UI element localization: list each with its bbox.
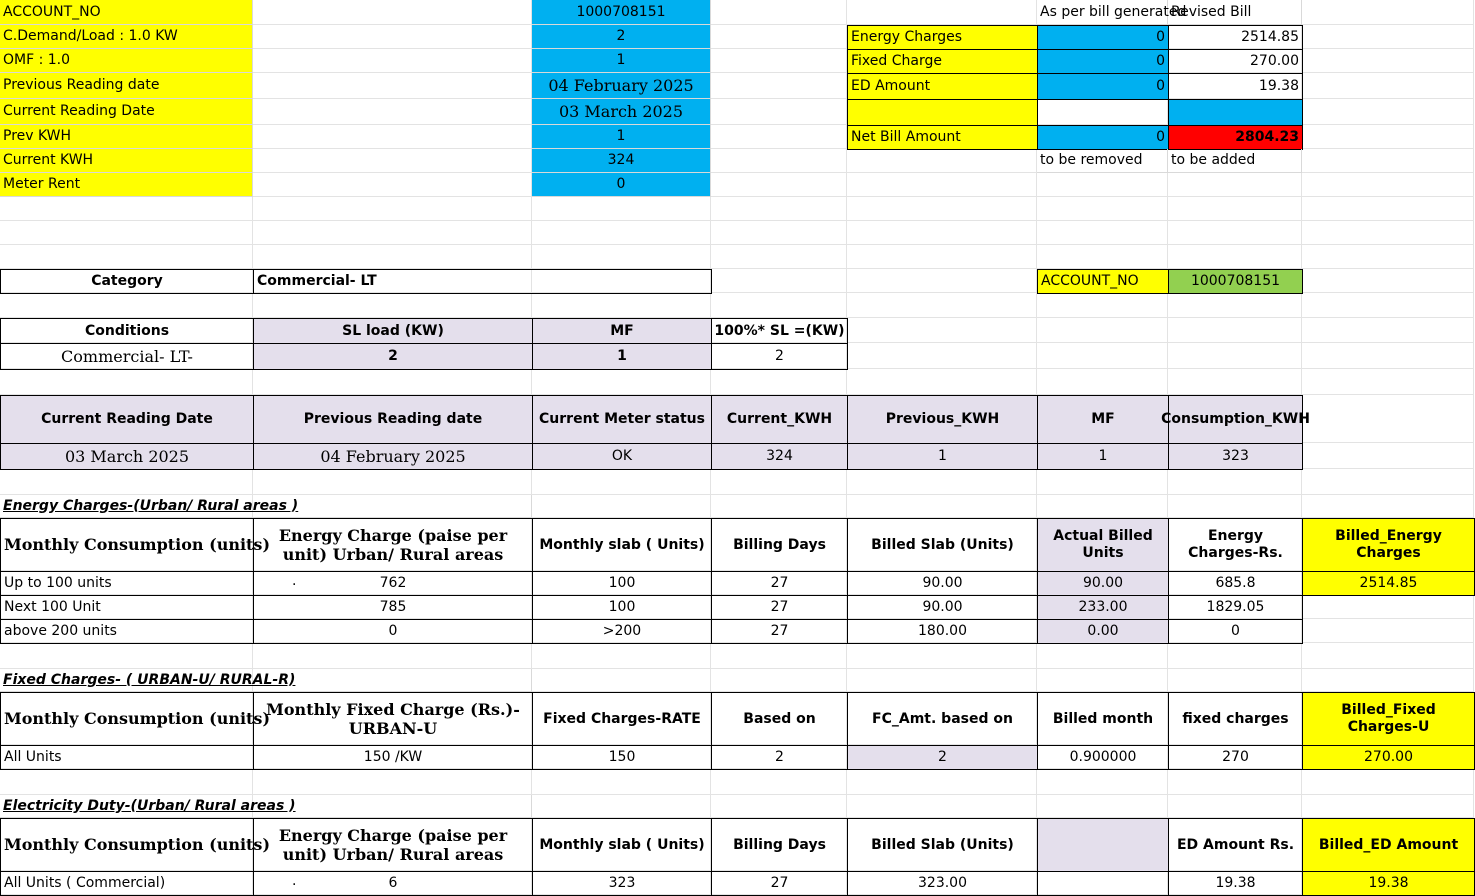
cell-r22-c5[interactable] [1037,595,1169,620]
cell-r26-c6[interactable] [1168,692,1303,746]
cell-text: All Units ( Commercial) [4,875,166,892]
cell-r7-c2[interactable] [532,173,711,197]
cell-text: 90.00 [922,599,963,616]
cell-text: Meter Rent [3,176,81,193]
cell-text: Current KWH [3,152,94,169]
cell-text: 27 [770,875,789,892]
cell-r20-c4[interactable] [847,518,1038,572]
cell-text: ED Amount Rs. [1176,836,1295,853]
cell-r2-c2[interactable] [532,49,711,73]
cell-text: MF [610,322,634,339]
cell-text: Fixed Charges-RATE [543,710,701,727]
cell-r5-c6[interactable] [1168,125,1303,150]
cell-r27-c2[interactable] [532,745,712,770]
cell-text: Fixed Charge [851,53,942,70]
cell-text: 0 [1231,623,1240,640]
cell-r16-c6[interactable] [1161,395,1310,444]
cell-text: 2 [616,28,626,45]
cell-text: 324 [766,448,793,465]
cell-r27-c1[interactable] [253,745,533,770]
cell-r17-c3[interactable] [711,443,848,470]
cell-r0-c0[interactable] [0,0,253,25]
cell-text: Energy Charge (paise per unit) Urban/ Rural areas [278,825,508,864]
cell-r31-c7[interactable] [1302,871,1475,896]
cell-text: Current Reading Date [3,103,155,120]
cell-r0-c2[interactable] [532,0,711,25]
cell-r31-c2[interactable] [532,871,712,896]
cell-text: 90.00 [922,575,963,592]
cell-text: Category [91,273,163,290]
cell-r1-c2[interactable] [532,25,711,49]
cell-text: 1000708151 [1190,273,1281,290]
cell-r6-c2[interactable] [532,149,711,173]
cell-r11-c5[interactable] [1037,269,1169,294]
cell-text: 03 March 2025 [64,446,190,466]
cell-text: Monthly Consumption (units) [4,709,271,729]
cell-text: Current Reading Date [41,411,213,428]
cell-r23-c6[interactable] [1168,619,1303,644]
cell-text: 03 March 2025 [558,101,684,121]
cell-r11-c6[interactable] [1168,269,1303,294]
cell-text: Conditions [84,322,170,339]
cell-r3-c4[interactable] [847,73,1038,100]
cell-text: 2514.85 [1241,29,1299,46]
cell-text: Previous Reading date [3,77,160,94]
cell-r11-c0[interactable] [0,269,254,294]
cell-r1-c6[interactable] [1168,25,1303,50]
cell-r2-c4[interactable] [847,49,1038,74]
cell-r17-c1[interactable] [253,443,533,470]
cell-text: Revised Bill [1171,3,1252,20]
cell-text: Fixed Charges- ( URBAN-U/ RURAL-R) [3,671,296,688]
cell-r22-c4[interactable] [847,595,1038,620]
cell-text: Billed_ED Amount [1318,836,1459,853]
cell-r16-c4[interactable] [847,395,1038,444]
cell-text: 100%* SL =(KW) [714,322,845,339]
cell-r27-c6[interactable] [1168,745,1303,770]
cell-text: 762 [379,575,407,592]
cell-r14-c1[interactable] [253,343,533,370]
cell-text: 19.38 [1258,78,1299,95]
cell-r27-c5[interactable] [1037,745,1169,770]
cell-r19-c0[interactable] [0,495,532,518]
cell-r26-c5[interactable] [1037,692,1169,746]
cell-text: ACCOUNT_NO [1041,273,1139,290]
cell-text: 27 [770,599,789,616]
cell-text: 0 [388,623,398,640]
cell-r23-c0[interactable] [0,619,254,644]
cell-text: 2804.23 [1235,129,1299,146]
cell-text: 1 [616,52,626,69]
cell-text: Commercial- LT [257,273,377,290]
cell-text: Billed_Energy Charges [1335,528,1442,561]
cell-r26-c7[interactable] [1302,692,1475,746]
stray-dot: . [292,573,297,589]
cell-r6-c6[interactable] [1168,149,1302,173]
cell-r0-c6[interactable] [1168,0,1302,25]
cell-text: 150 /KW [363,749,423,766]
cell-text: >200 [602,623,642,640]
cell-text: 1000708151 [576,3,666,20]
cell-r27-c0[interactable] [0,745,254,770]
cell-text: 785 [379,599,407,616]
cell-r30-c3[interactable] [711,818,848,872]
cell-r23-c4[interactable] [847,619,1038,644]
cell-text: to be added [1171,152,1256,169]
cell-text: Billed Slab (Units) [871,836,1014,853]
cell-text: 19.38 [1215,875,1256,892]
cell-r23-c2[interactable] [532,619,712,644]
cell-r30-c7[interactable] [1302,818,1475,872]
cell-r17-c4[interactable] [847,443,1038,470]
cell-text: above 200 units [4,623,117,640]
cell-text: OK [611,448,633,465]
cell-r20-c6[interactable] [1168,518,1303,572]
cell-text: Commercial- LT- [61,346,193,366]
cell-r21-c2[interactable] [532,571,712,596]
cell-r22-c6[interactable] [1168,595,1303,620]
cell-r16-c1[interactable] [253,395,533,444]
cell-r1-c0[interactable] [0,25,253,49]
cell-r1-c4[interactable] [847,25,1038,50]
cell-text: 90.00 [1082,575,1124,592]
cell-r5-c5[interactable] [1037,125,1169,150]
cell-text: Energy Charges-Rs. [1188,528,1283,561]
cell-text: fixed charges [1182,710,1289,727]
cell-text: 2514.85 [1359,575,1418,592]
cell-r16-c2[interactable] [532,395,712,444]
cell-r3-c2[interactable] [532,73,711,99]
cell-text: Monthly slab ( Units) [539,836,705,853]
cell-text: Actual Billed Units [1053,528,1153,561]
cell-text: 270 [1222,749,1249,766]
cell-text: Net Bill Amount [851,129,961,146]
cell-r21-c7[interactable] [1302,571,1475,596]
cell-r31-c4[interactable] [847,871,1038,896]
cell-r20-c5[interactable] [1037,518,1169,572]
cell-r4-c2[interactable] [532,99,711,125]
cell-text: 0.900000 [1069,749,1137,766]
cell-r11-c1[interactable] [253,269,712,294]
cell-r26-c1[interactable] [253,692,533,746]
cell-text: 1 [616,128,626,145]
cell-r16-c5[interactable] [1037,395,1169,444]
cell-text: 0 [616,176,626,193]
cell-r22-c1[interactable] [253,595,533,620]
cell-text: 100 [608,575,636,592]
cell-r30-c1[interactable] [253,818,533,872]
cell-r13-c2[interactable] [532,318,712,344]
cell-r23-c3[interactable] [711,619,848,644]
cell-r30-c2[interactable] [532,818,712,872]
cell-text: 1 [617,348,627,365]
cell-text: 270.00 [1250,53,1299,70]
cell-r21-c3[interactable] [711,571,848,596]
cell-r30-c4[interactable] [847,818,1038,872]
cell-text: 27 [770,623,789,640]
cell-r13-c1[interactable] [253,318,533,344]
cell-r7-c0[interactable] [0,173,253,197]
cell-text: Energy Charge (paise per unit) Urban/ Rural areas [278,525,508,564]
cell-text: 0 [1156,129,1165,146]
cell-r23-c5[interactable] [1037,619,1169,644]
cell-text: Billed_Fixed Charges-U [1341,702,1436,735]
cell-text: C.Demand/Load : 1.0 KW [3,28,178,45]
cell-text: 323.00 [918,875,967,892]
cell-text: Up to 100 units [4,575,112,592]
cell-r14-c0[interactable] [0,343,254,370]
cell-r31-c0[interactable] [0,871,254,896]
cell-text: 04 February 2025 [320,446,466,466]
cell-r17-c2[interactable] [532,443,712,470]
cell-r27-c7[interactable] [1302,745,1475,770]
cell-text: Current_KWH [726,411,833,428]
cell-r2-c6[interactable] [1168,49,1303,74]
cell-text: 04 February 2025 [548,75,694,95]
stray-dot: . [292,873,297,889]
cell-r21-c5[interactable] [1037,571,1169,596]
cell-r14-c2[interactable] [532,343,712,370]
cell-r6-c0[interactable] [0,149,253,173]
cell-r4-c0[interactable] [0,99,253,125]
cell-text: Prev KWH [3,128,72,145]
cell-r6-c5[interactable] [1037,149,1168,173]
cell-text: 2 [775,749,784,766]
cell-text: Next 100 Unit [4,599,101,616]
cell-text: 0 [1156,53,1165,70]
cell-text: Energy Charges [851,29,962,46]
cell-r25-c0[interactable] [0,669,532,692]
cell-r17-c6[interactable] [1168,443,1303,470]
cell-text: MF [1091,411,1115,428]
cell-text: Billing Days [733,836,826,853]
cell-r4-c6[interactable] [1168,99,1303,126]
cell-r31-c3[interactable] [711,871,848,896]
cell-r31-c5[interactable] [1037,871,1169,896]
cell-r21-c4[interactable] [847,571,1038,596]
cell-r22-c2[interactable] [532,595,712,620]
cell-r17-c0[interactable] [0,443,254,470]
cell-r5-c4[interactable] [847,125,1038,150]
cell-text: Electricity Duty-(Urban/ Rural areas ) [3,797,296,814]
cell-text: Monthly Consumption (units) [4,835,271,855]
cell-text: 2 [388,348,398,365]
cell-text: ACCOUNT_NO [3,3,101,20]
cell-r26-c0[interactable] [0,692,271,746]
cell-r26-c3[interactable] [711,692,848,746]
cell-text: Energy Charges-(Urban/ Rural areas ) [3,497,299,514]
cell-r31-c6[interactable] [1168,871,1303,896]
cell-r16-c3[interactable] [711,395,848,444]
cell-text: 0 [1156,78,1165,95]
cell-r30-c5[interactable] [1037,818,1169,872]
cell-text: FC_Amt. based on [872,710,1013,727]
cell-text: 1 [1098,448,1108,465]
cell-r13-c0[interactable] [0,318,254,344]
cell-r27-c3[interactable] [711,745,848,770]
cell-text: Previous Reading date [303,411,483,428]
cell-r4-c4[interactable] [847,99,1038,126]
cell-r27-c4[interactable] [847,745,1038,770]
cell-text: 0.00 [1087,623,1119,640]
cell-r21-c0[interactable] [0,571,254,596]
cell-r20-c2[interactable] [532,518,712,572]
cell-r22-c3[interactable] [711,595,848,620]
cell-text: As per bill generated [1040,3,1187,20]
cell-r30-c6[interactable] [1168,818,1303,872]
cell-text: to be removed [1040,152,1143,169]
cell-text: Billed month [1052,710,1154,727]
cell-text: 270.00 [1364,749,1413,766]
cell-text: Current Meter status [539,411,705,428]
cell-r21-c6[interactable] [1168,571,1303,596]
cell-text: 0 [1156,29,1165,46]
cell-text: Consumption_KWH [1161,411,1310,428]
cell-text: Billed Slab (Units) [871,536,1014,553]
cell-r17-c5[interactable] [1037,443,1169,470]
cell-r3-c0[interactable] [0,73,253,99]
cell-r20-c0[interactable] [0,518,271,572]
gridline-horizontal [0,220,1474,221]
cell-r30-c0[interactable] [0,818,271,872]
cell-r1-c5[interactable] [1037,25,1169,50]
cell-text: 19.38 [1368,875,1409,892]
cell-r5-c0[interactable] [0,125,253,149]
cell-text: 323 [1222,448,1249,465]
cell-text: 324 [607,152,635,169]
cell-text: 233.00 [1078,599,1128,616]
cell-r22-c0[interactable] [0,595,254,620]
cell-text: 685.8 [1215,575,1256,592]
cell-text: 100 [608,599,636,616]
gridline-horizontal [0,244,1474,245]
cell-text: 1 [938,448,947,465]
cell-r20-c7[interactable] [1302,518,1475,572]
cell-r13-c3[interactable] [711,318,848,344]
cell-r0-c5[interactable] [1037,0,1187,25]
cell-text: Billing Days [733,536,826,553]
cell-text: 180.00 [918,623,967,640]
cell-r26-c4[interactable] [847,692,1038,746]
cell-r16-c0[interactable] [0,395,254,444]
cell-r29-c0[interactable] [0,795,532,818]
cell-text: ED Amount [851,78,931,95]
cell-text: Monthly Fixed Charge (Rs.)-URBAN-U [266,699,520,738]
cell-r5-c2[interactable] [532,125,711,149]
cell-text: SL load (KW) [342,322,444,339]
cell-text: Monthly Consumption (units) [4,535,271,555]
cell-text: 323 [608,875,636,892]
cell-text: OMF : 1.0 [3,52,71,69]
cell-text: 150 [608,749,636,766]
cell-text: Previous_KWH [885,411,1000,428]
cell-r4-c5[interactable] [1037,99,1169,126]
cell-text: 27 [770,575,789,592]
cell-text: Monthly slab ( Units) [539,536,705,553]
cell-r2-c0[interactable] [0,49,253,73]
cell-r3-c5[interactable] [1037,73,1169,100]
cell-r14-c3[interactable] [711,343,848,370]
cell-r23-c1[interactable] [253,619,533,644]
cell-r20-c1[interactable] [253,518,533,572]
cell-r2-c5[interactable] [1037,49,1169,74]
cell-r26-c2[interactable] [532,692,712,746]
cell-text: 6 [388,875,398,892]
cell-text: All Units [4,749,62,766]
cell-text: 2 [775,348,784,365]
cell-r3-c6[interactable] [1168,73,1303,100]
cell-text: 2 [938,749,947,766]
cell-text: Based on [743,710,816,727]
cell-r20-c3[interactable] [711,518,848,572]
cell-text: 1829.05 [1206,599,1265,616]
